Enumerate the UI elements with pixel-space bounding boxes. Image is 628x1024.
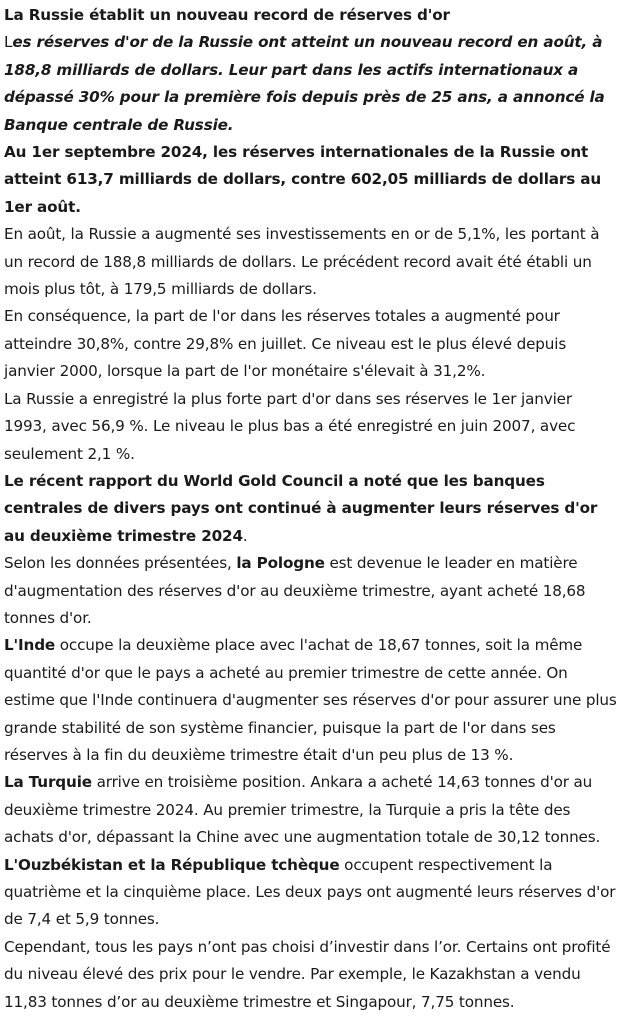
poland-pre: Selon les données présentées, xyxy=(4,554,237,573)
paragraph-reserves: Au 1er septembre 2024, les réserves internationales de la Russie ont atteint 613,7 milliards de dollars, contre 602,05 milliards de dollars au 1er août. xyxy=(4,143,601,216)
paragraph-uzbekistan-czech xyxy=(4,852,618,934)
paragraph-august: En août, la Russie a augmenté ses investissements en or de 5,1%, les portant à un record de 188,8 milliards de dollars. Le précédent record avait été établi un mois plus tôt, à 179,5 milliards de dollars. xyxy=(4,225,600,299)
paragraph-india xyxy=(4,632,618,769)
india-post: occupe la deuxième place avec l'achat de 18,67 tonnes, soit la même quantité d'or que le pays a acheté au premier trimestre de cette année. On estime que l'Inde continuera d'augmenter ses réserves d'or pour assurer une plus grande stabilité de son système financier, puisque la part de l'or dans ses réserves à la fin du deuxième trimestre était d'un peu plus de 13 %. xyxy=(4,636,617,764)
lead-initial: L xyxy=(4,33,13,52)
article-lead xyxy=(4,29,618,139)
india-bold: L'Inde xyxy=(4,636,56,655)
paragraph-gold-share: En conséquence, la part de l'or dans les réserves totales a augmenté pour atteindre 30,8%, contre 29,8% en juillet. Ce niveau est le plus élevé depuis janvier 2000, lorsque la part de l'or monétaire s'élevait à 31,2%. xyxy=(4,307,567,381)
wgc-bold-text: Le récent rapport du World Gold Council a noté que les banques centrales de divers pays ont continué à augmenter leurs réserves d'or au deuxième trimestre 2024 xyxy=(4,471,598,545)
article-title: La Russie établit un nouveau record de réserves d'or xyxy=(4,6,450,24)
turkey-post: arrive en troisième position. Ankara a acheté 14,63 tonnes d'or au deuxième trimestre 2024. Au premier trimestre, la Turquie a pris la tête des achats d'or, dépassant la Chine avec une augmentation totale de 30,12 tonnes. xyxy=(4,773,601,847)
wgc-end: . xyxy=(242,526,248,545)
paragraph-turkey xyxy=(4,769,618,851)
lead-text: es réserves d'or de la Russie ont atteint un nouveau record en août, à 188,8 milliards de dollars. Leur part dans les actifs internationaux a dépassé 30% pour la première fois depuis près de 25 ans, a annoncé la Banque centrale de Russie. xyxy=(4,33,605,134)
paragraph-history: La Russie a enregistré la plus forte part d'or dans ses réserves le 1er janvier 1993, avec 56,9 %. Le niveau le plus bas a été enregistré en juin 2007, avec seulement 2,1 %. xyxy=(4,389,576,463)
uzbek-bold: L'Ouzbékistan et la République tchèque xyxy=(4,855,340,874)
paragraph-poland xyxy=(4,550,618,632)
paragraph-sellers: Cependant, tous les pays n’ont pas choisi d’investir dans l’or. Certains ont profité du niveau élevé des prix pour le vendre. Par exemple, le Kazakhstan a vendu 11,83 tonnes d’or au deuxième trimestre et Singapour, 7,75 tonnes. xyxy=(4,937,611,1011)
turkey-bold: La Turquie xyxy=(4,773,92,792)
paragraph-wgc xyxy=(4,468,618,550)
poland-post: est devenue le leader en matière d'augmentation des réserves d'or au deuxième trimestre, ayant acheté 18,68 tonnes d'or. xyxy=(4,554,586,627)
uzbek-post: occupent respectivement la quatrième et la cinquième place. Les deux pays ont augmenté leurs réserves d'or de 7,4 et 5,9 tonnes. xyxy=(4,855,616,929)
poland-bold: la Pologne xyxy=(236,554,325,573)
